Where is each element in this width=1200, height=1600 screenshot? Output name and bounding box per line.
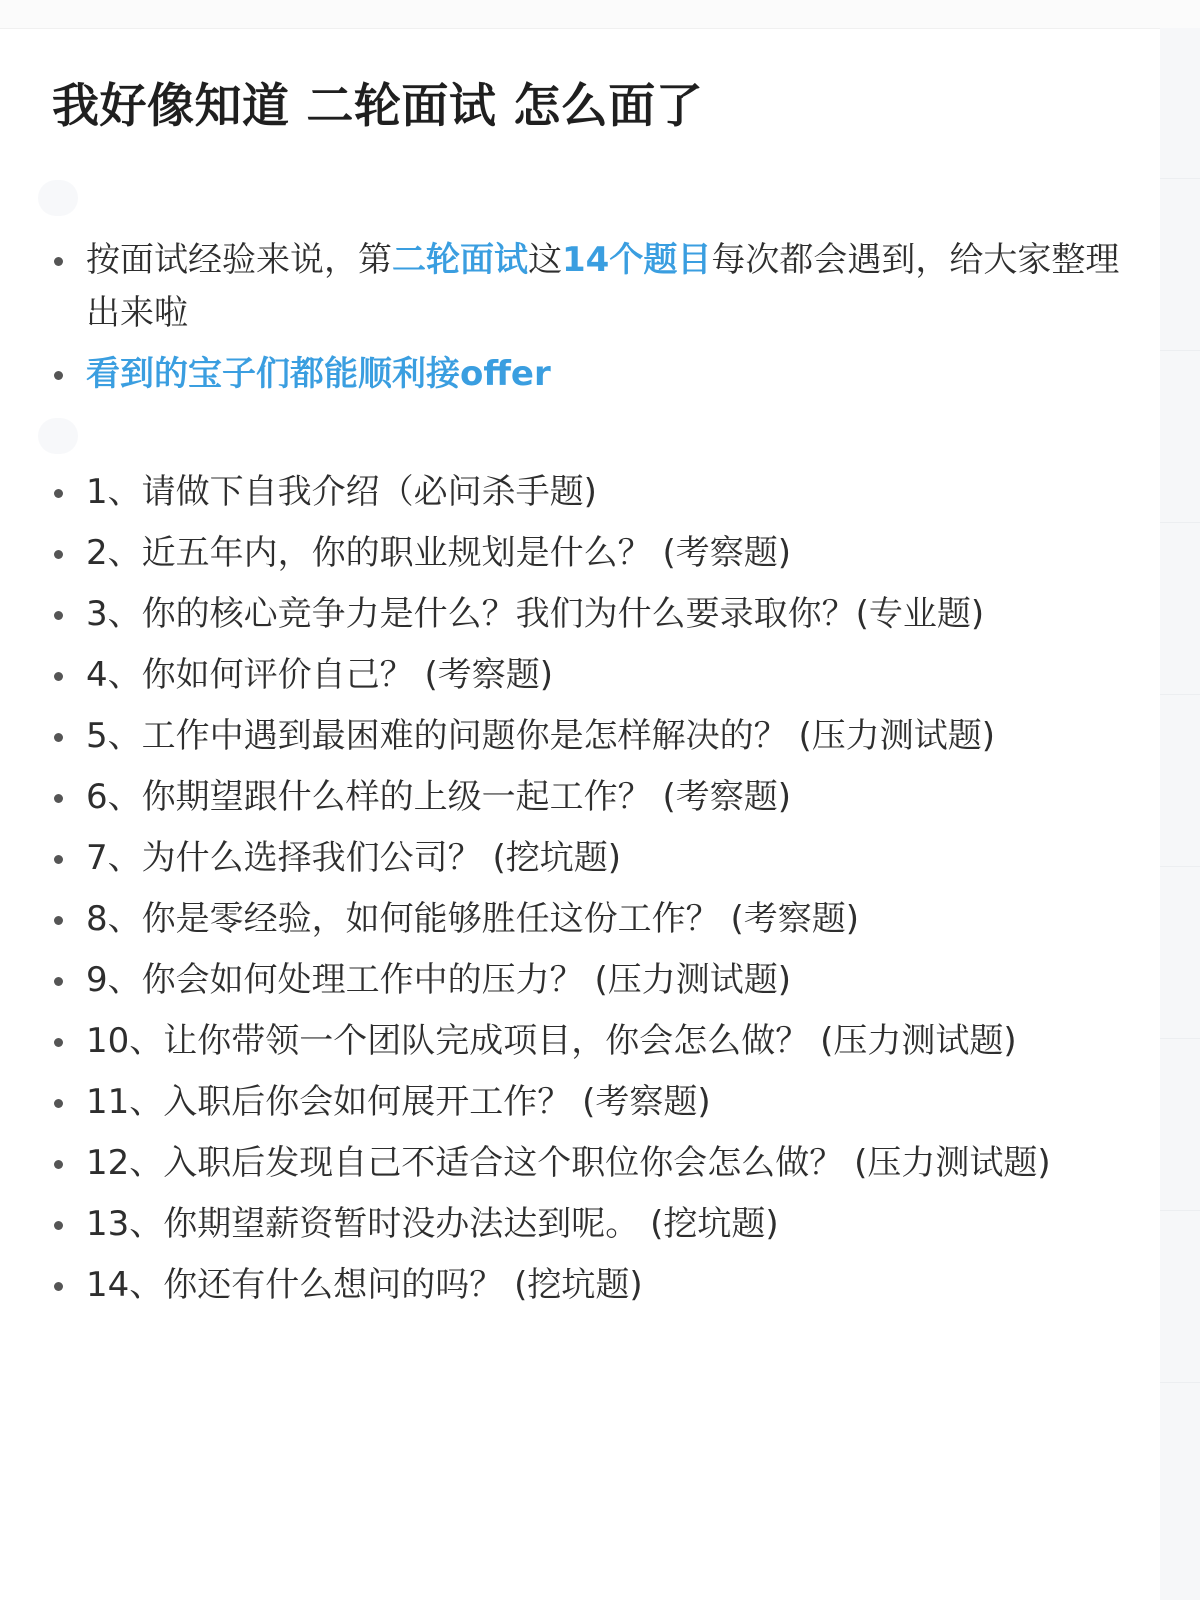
question-item <box>52 527 1132 580</box>
note-content <box>52 72 1132 1305</box>
bullet-icon <box>54 371 63 380</box>
bullet-icon <box>54 794 63 803</box>
bullet-icon <box>54 489 63 498</box>
bullet-icon <box>54 257 63 266</box>
question-text: 5、工作中遇到最困难的问题你是怎样解决的？ (压力测试题) <box>86 716 995 756</box>
question-item <box>52 771 1132 824</box>
intro-item <box>52 234 1132 340</box>
question-item <box>52 1137 1132 1190</box>
question-text: 2、近五年内，你的职业规划是什么？ (考察题) <box>86 533 791 573</box>
bullet-icon <box>54 672 63 681</box>
gutter-divider <box>1160 350 1200 351</box>
intro-text-mid: 这 <box>528 240 562 280</box>
question-item <box>52 1076 1132 1129</box>
question-text: 11、入职后你会如何展开工作？ (考察题) <box>86 1082 711 1122</box>
question-text: 4、你如何评价自己？ (考察题) <box>86 655 553 695</box>
bullet-icon <box>54 733 63 742</box>
gutter-divider <box>1160 1210 1200 1211</box>
empty-paragraph-marker <box>38 418 78 454</box>
question-item <box>52 832 1132 885</box>
bullet-icon <box>54 550 63 559</box>
intro-wish: 看到的宝子们都能顺利接offer <box>86 354 551 394</box>
highlight-question-count: 14个题目 <box>562 240 712 280</box>
bullet-icon <box>54 1160 63 1169</box>
gutter-divider <box>1160 178 1200 179</box>
question-item <box>52 893 1132 946</box>
question-item <box>52 1198 1132 1251</box>
highlight-round-two: 二轮面试 <box>392 240 528 280</box>
bullet-icon <box>54 1282 63 1291</box>
intro-item <box>52 348 1132 401</box>
question-text: 12、入职后发现自己不适合这个职位你会怎么做？ (压力测试题) <box>86 1143 1051 1183</box>
question-text: 8、你是零经验，如何能够胜任这份工作？ (考察题) <box>86 899 859 939</box>
bullet-icon <box>54 855 63 864</box>
question-text: 14、你还有什么想问的吗？ (挖坑题) <box>86 1265 643 1305</box>
page-title: 我好像知道 二轮面试 怎么面了 <box>52 79 704 134</box>
question-text: 13、你期望薪资暂时没办法达到呢。 (挖坑题) <box>86 1204 779 1244</box>
bullet-icon <box>54 611 63 620</box>
gutter-divider <box>1160 522 1200 523</box>
bullet-icon <box>54 1099 63 1108</box>
question-text: 9、你会如何处理工作中的压力？ (压力测试题) <box>86 960 791 1000</box>
question-item <box>52 588 1132 641</box>
question-text: 10、让你带领一个团队完成项目，你会怎么做？ (压力测试题) <box>86 1021 1017 1061</box>
top-strip <box>0 0 1200 29</box>
question-text: 6、你期望跟什么样的上级一起工作？ (考察题) <box>86 777 791 817</box>
intro-text-after: 每次都会遇到，给大家整理出来啦 <box>86 240 1120 333</box>
question-text: 7、为什么选择我们公司？ (挖坑题) <box>86 838 621 878</box>
question-item <box>52 954 1132 1007</box>
bullet-icon <box>54 1221 63 1230</box>
right-gutter <box>1160 28 1200 1600</box>
gutter-divider <box>1160 1382 1200 1383</box>
question-item <box>52 1259 1132 1312</box>
bullet-icon <box>54 916 63 925</box>
gutter-divider <box>1160 1038 1200 1039</box>
gutter-divider <box>1160 694 1200 695</box>
bullet-icon <box>54 1038 63 1047</box>
empty-paragraph-marker <box>38 180 78 216</box>
question-item <box>52 710 1132 763</box>
bullet-icon <box>54 977 63 986</box>
question-item <box>52 466 1132 519</box>
question-item <box>52 649 1132 702</box>
intro-text-before: 按面试经验来说，第 <box>86 240 392 280</box>
question-text: 1、请做下自我介绍（必问杀手题) <box>86 472 597 512</box>
gutter-divider <box>1160 866 1200 867</box>
question-item <box>52 1015 1132 1068</box>
question-list <box>52 466 1132 1320</box>
intro-list <box>52 234 1132 409</box>
question-text: 3、你的核心竞争力是什么？我们为什么要录取你？(专业题) <box>86 594 985 634</box>
